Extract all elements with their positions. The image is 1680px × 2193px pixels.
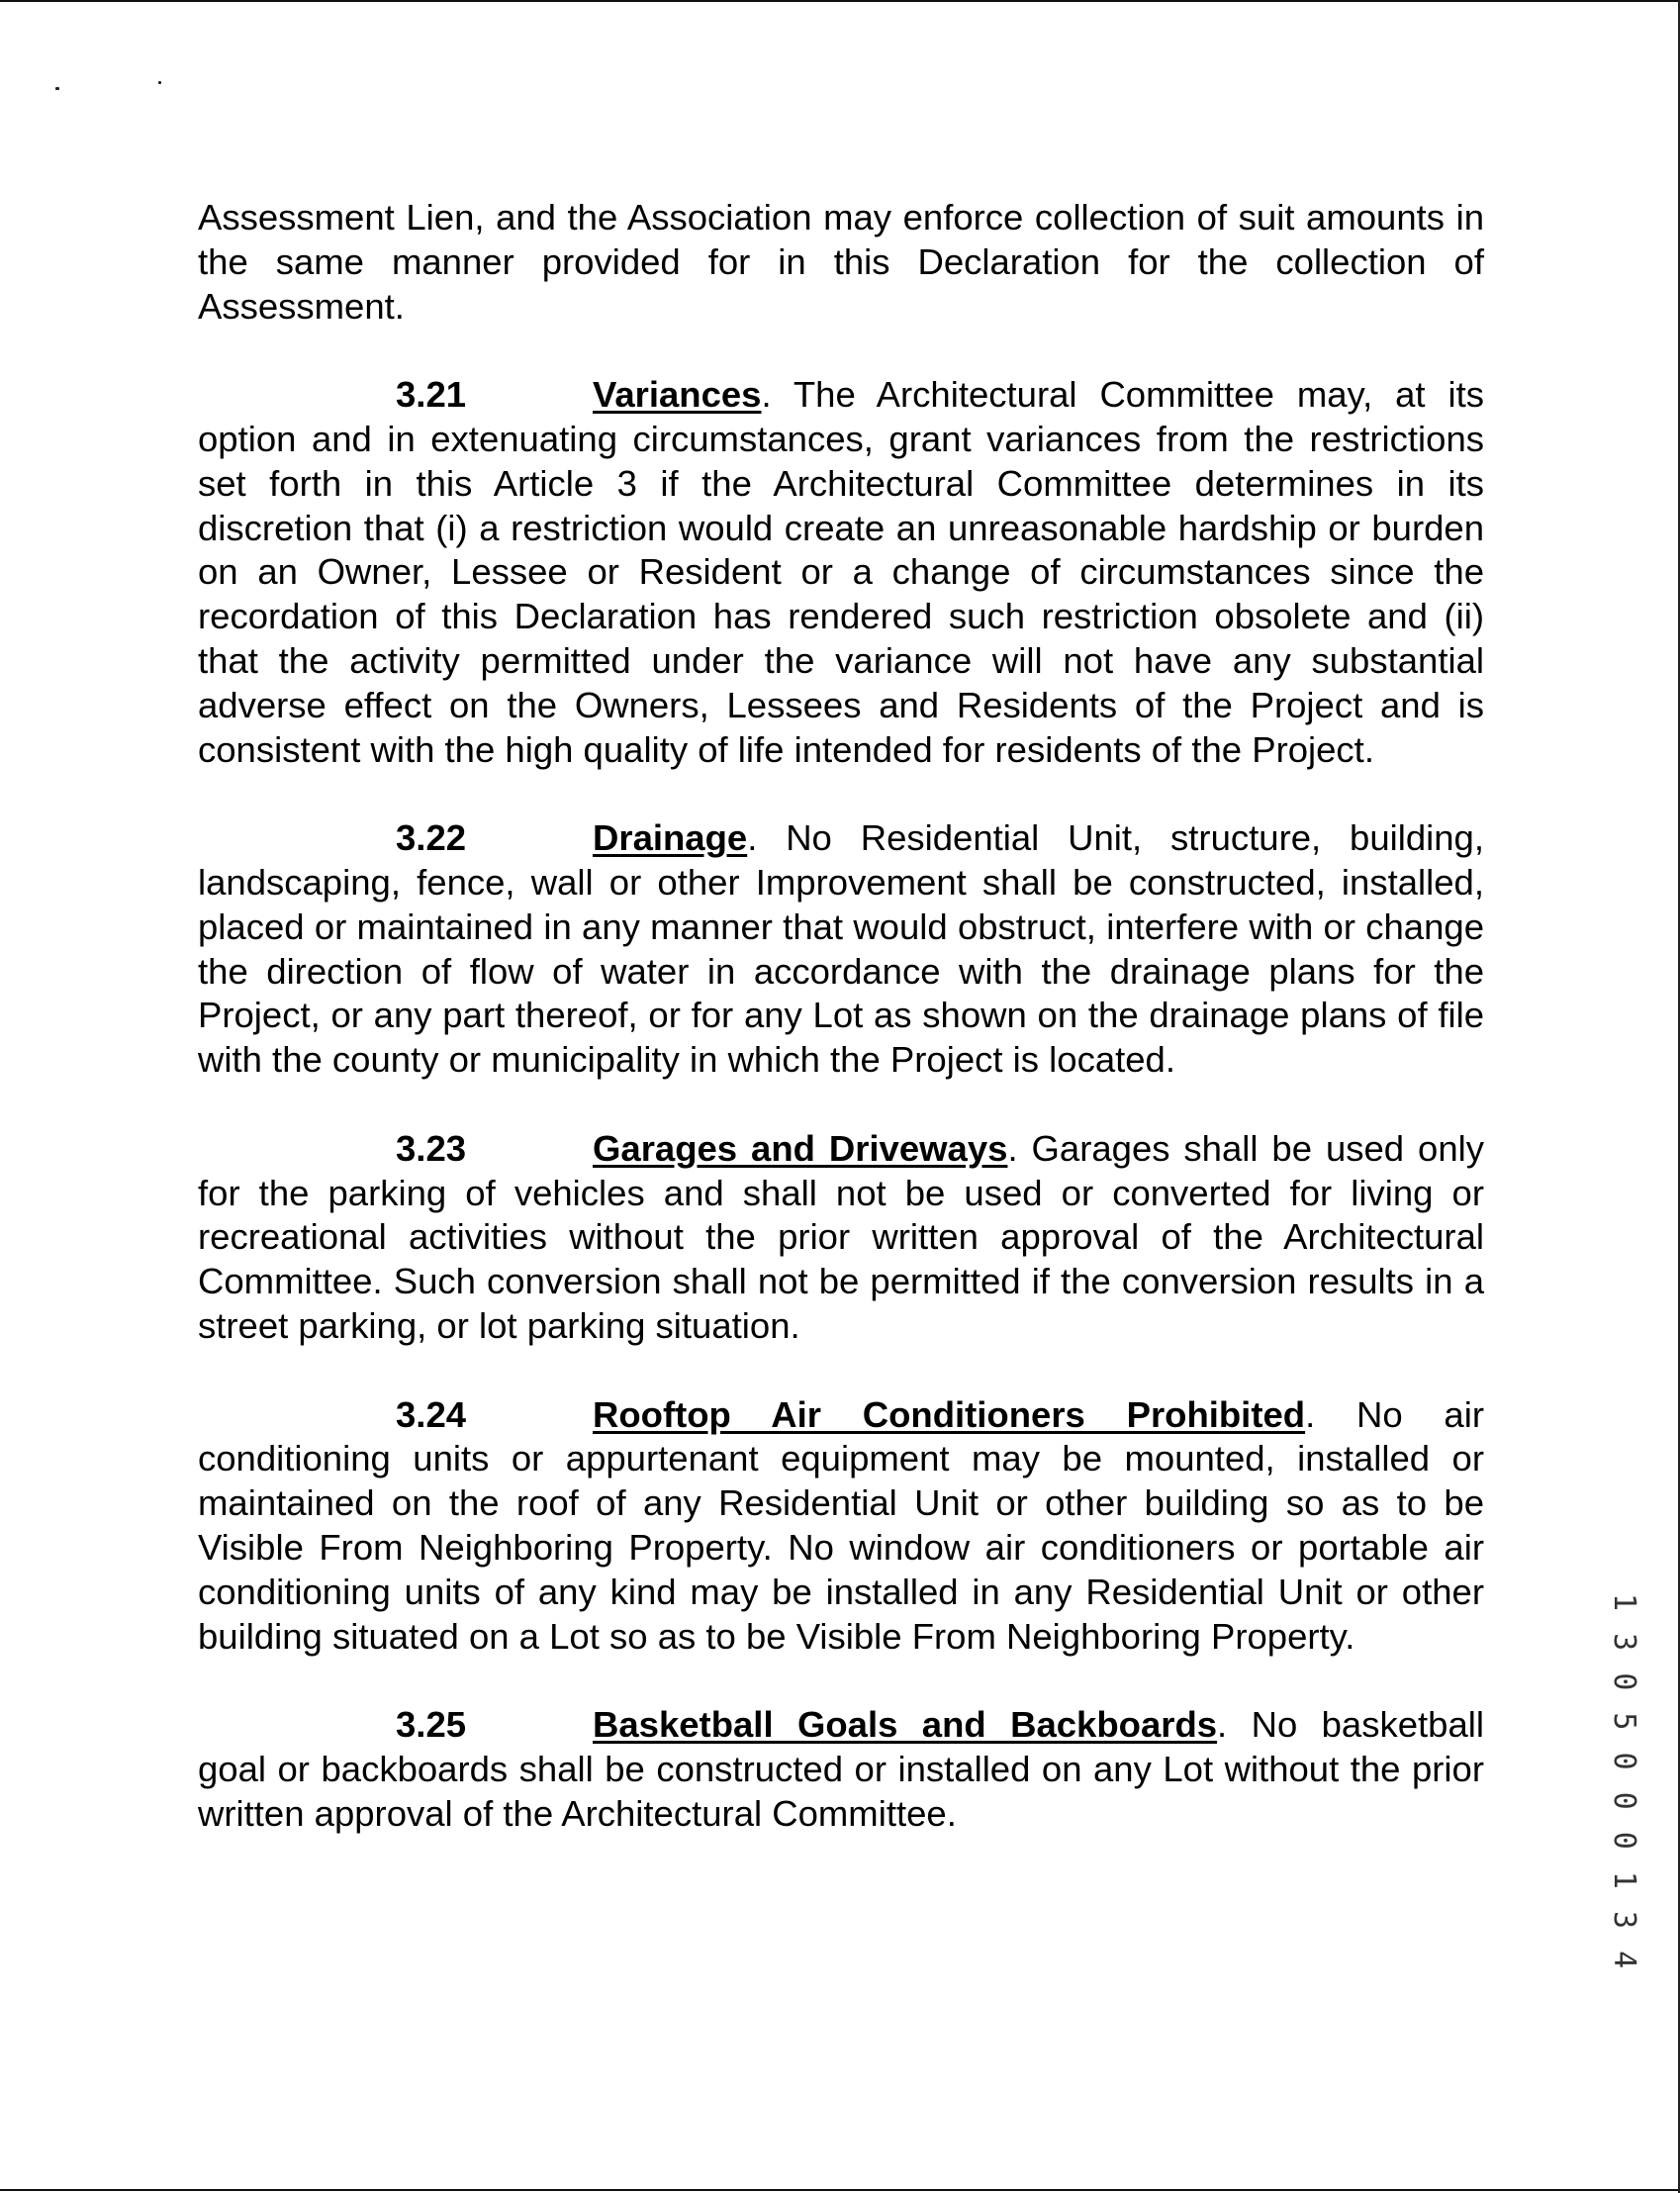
intro-paragraph: Assessment Lien, and the Association may enforce collection of suit amounts in the same manner provided for in this Declaration for the collection of Assessment. <box>198 197 1484 327</box>
scan-speck <box>55 87 59 90</box>
section-body: . No air conditioning units or appurtenant equipment may be mounted, installed or maintained on the roof of any Residential Unit or other building so as to be Visible From Neighboring Property. No window air conditioners or portable air conditioning units of any kind may be installed in any Residential Unit or other building situated on a Lot so as to be Visible From Neighboring Property. <box>198 1393 1484 1657</box>
section-3-24 <box>198 1393 1484 1660</box>
section-3-21 <box>198 373 1484 772</box>
page-top-edge <box>0 0 1680 2</box>
recording-number: 1 3 0 5 0 0 0 1 3 4 <box>1607 1593 1641 1971</box>
section-number: 3.22 <box>396 817 467 859</box>
scan-speck <box>158 81 161 84</box>
section-number: 3.24 <box>396 1393 467 1435</box>
section-3-23 <box>198 1127 1484 1349</box>
section-title: Garages and Driveways <box>593 1127 1008 1169</box>
section-number: 3.21 <box>396 374 467 416</box>
section-body: . No Residential Unit, structure, building, landscaping, fence, wall or other Improvement shall be constructed, installed, placed or maintained in any manner that would obstruct, interfere with or change the direction of flow of water in accordance with the drainage plans for the Project, or any part thereof, or for any Lot as shown on the drainage plans of file with the county or municipality in which the Project is located. <box>198 817 1484 1081</box>
section-body: . The Architectural Committee may, at its option and in extenuating circumstances, grant variances from the restrictions set forth in this Article 3 if the Architectural Committee determines in its discretion that (i) a restriction would create an unreasonable hardship or burden on an Owner, Lessee or Resident or a change of circumstances since the recordation of this Declaration has rendered such restriction obsolete and (ii) that the activity permitted under the variance will not have any substantial adverse effect on the Owners, Lessees and Residents of the Project and is consistent with the high quality of life intended for residents of the Project. <box>198 374 1484 770</box>
section-title: Rooftop Air Conditioners Prohibited <box>593 1393 1306 1435</box>
section-number: 3.25 <box>396 1704 467 1746</box>
section-number: 3.23 <box>396 1127 467 1169</box>
section-title: Basketball Goals and Backboards <box>593 1704 1218 1746</box>
recording-stamp <box>1607 1593 1647 1971</box>
section-title: Drainage <box>593 817 748 859</box>
section-body: . Garages shall be used only for the parking of vehicles and shall not be used or converted for living or recreational activities without the prior written approval of the Architectural Committee. Such conversion shall not be permitted if the conversion results in a street parking, or lot parking situation. <box>198 1127 1484 1346</box>
document-body <box>198 196 1484 1880</box>
page-bottom-edge <box>0 2189 1680 2191</box>
section-title: Variances <box>593 374 762 416</box>
section-3-25 <box>198 1703 1484 1836</box>
section-body: . No basketball goal or backboards shall be constructed or installed on any Lot without the prior written approval of the Architectural Committee. <box>198 1704 1484 1834</box>
section-3-22 <box>198 816 1484 1083</box>
